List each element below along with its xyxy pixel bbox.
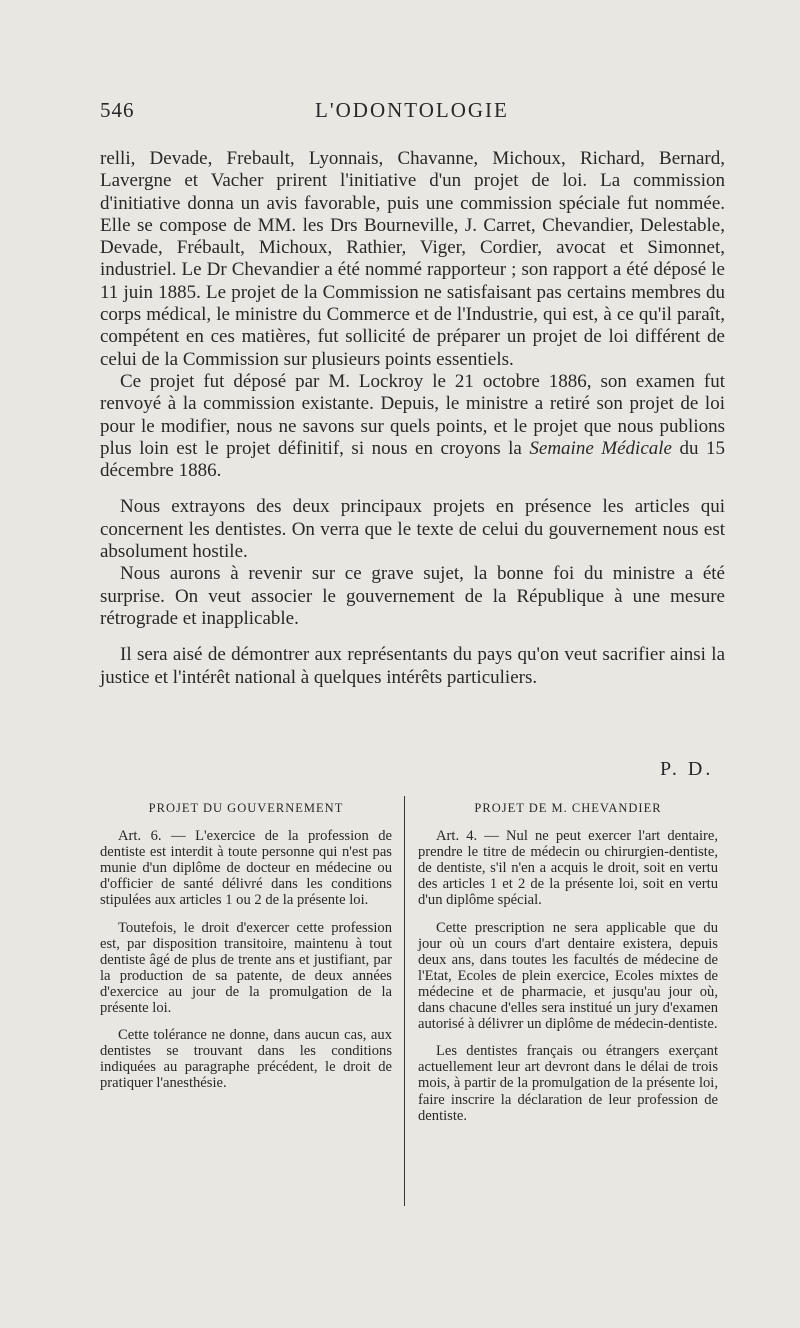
running-title: L'ODONTOLOGIE (315, 98, 509, 122)
page-header (100, 98, 740, 130)
right-paragraph: Cette prescription ne sera applicable que du jour où un cours d'art dentaire existera, depuis deux ans, dans toutes les facultés de médecine de l'Etat, Ecoles de plein exercice, Ecoles mixtes de médecine et de pharmacie, et jusqu'au jour où, dans chacune d'elles sera institué un jury d'examen autorisé à délivrer un diplôme de médecin-dentiste. (418, 919, 718, 1033)
left-paragraph: Cette tolérance ne donne, dans aucun cas, aux dentistes se trouvant dans les conditions indiquées au paragraphe précédent, le droit de pratiquer l'anesthésie. (100, 1027, 392, 1092)
paragraph-2 (100, 371, 725, 482)
signature: P. D. (660, 758, 714, 780)
paragraph-2-start: Ce projet fut déposé par M. Lockroy le 21 octobre 1886, son examen fut renvoyé à la commission existante. Depuis, le ministre a retiré son projet de loi pour le modifier, nous ne savons sur quels points, et le projet que nous publions plus loin est le projet définitif, si nous en croyons la (100, 370, 725, 459)
paragraph-5: Il sera aisé de démontrer aux représentants du pays qu'on veut sacrifier ainsi la justice et l'intérêt national à quelques intérêts particuliers. (100, 644, 725, 688)
right-column-heading: PROJET DE M. CHEVANDIER (474, 801, 662, 815)
paragraph-3: Nous extrayons des deux principaux projets en présence les articles qui concernent les dentistes. On verra que le texte de celui du gouvernement nous est absolument hostile. (100, 496, 725, 563)
left-column-heading: PROJET DU GOUVERNEMENT (148, 801, 344, 815)
main-text (100, 148, 725, 689)
right-paragraph: Art. 4. — Nul ne peut exercer l'art dentaire, prendre le titre de médecin ou chirurgien-dentiste, de dentiste, s'il n'en a acquis le droit, soit en vertu des articles 1 et 2 de la présente loi, soit en vertu d'un diplôme spécial. (418, 828, 718, 909)
column-divider (404, 796, 405, 1206)
journal-title: Semaine Médicale (529, 437, 672, 459)
left-column (100, 800, 392, 1103)
right-paragraph: Les dentistes français ou étrangers exerçant actuellement leur art devront dans le délai de trois mois, à partir de la promulgation de la présente loi, faire inscrire la déclaration de leur profession de dentiste. (418, 1043, 718, 1124)
paragraph-2-end: du 15 décembre 1886. (100, 437, 726, 482)
right-column (418, 800, 718, 1135)
paragraph-1: relli, Devade, Frebault, Lyonnais, Chavanne, Michoux, Richard, Bernard, Lavergne et Vacher prirent l'initiative d'un projet de loi. La commission d'initiative donna un avis favorable, puis une commission spéciale fut nommée. Elle se compose de MM. les Drs Bourneville, J. Carret, Chevandier, Delestable, Devade, Frébault, Michoux, Rathier, Viger, Cordier, avocat et Simonnet, industriel. Le Dr Chevandier a été nommé rapporteur ; son rapport a été déposé le 11 juin 1885. Le projet de la Commission ne satisfaisant pas certains membres du corps médical, le ministre du Commerce et de l'Industrie, qui est, à ce qu'il paraît, compétent en ces matières, fut sollicité de préparer un projet de loi différent de celui de la Commission sur plusieurs points essentiels. (100, 148, 725, 370)
paragraph-4: Nous aurons à revenir sur ce grave sujet, la bonne foi du ministre a été surprise. On veut associer le gouvernement de la République à une mesure rétrograde et inapplicable. (100, 563, 725, 629)
page-number: 546 (100, 98, 135, 122)
left-paragraph: Toutefois, le droit d'exercer cette profession est, par disposition transitoire, maintenu à tout dentiste âgé de plus de trente ans et justifiant, par la production de sa patente, de deux années d'exercice au jour de la promulgation de la présente loi. (100, 919, 392, 1017)
left-paragraph: Art. 6. — L'exercice de la profession de dentiste est interdit à toute personne qui n'est pas munie d'un diplôme de docteur en médecine ou d'officier de santé délivré dans les conditions stipulées aux articles 1 ou 2 de la présente loi. (100, 828, 392, 909)
